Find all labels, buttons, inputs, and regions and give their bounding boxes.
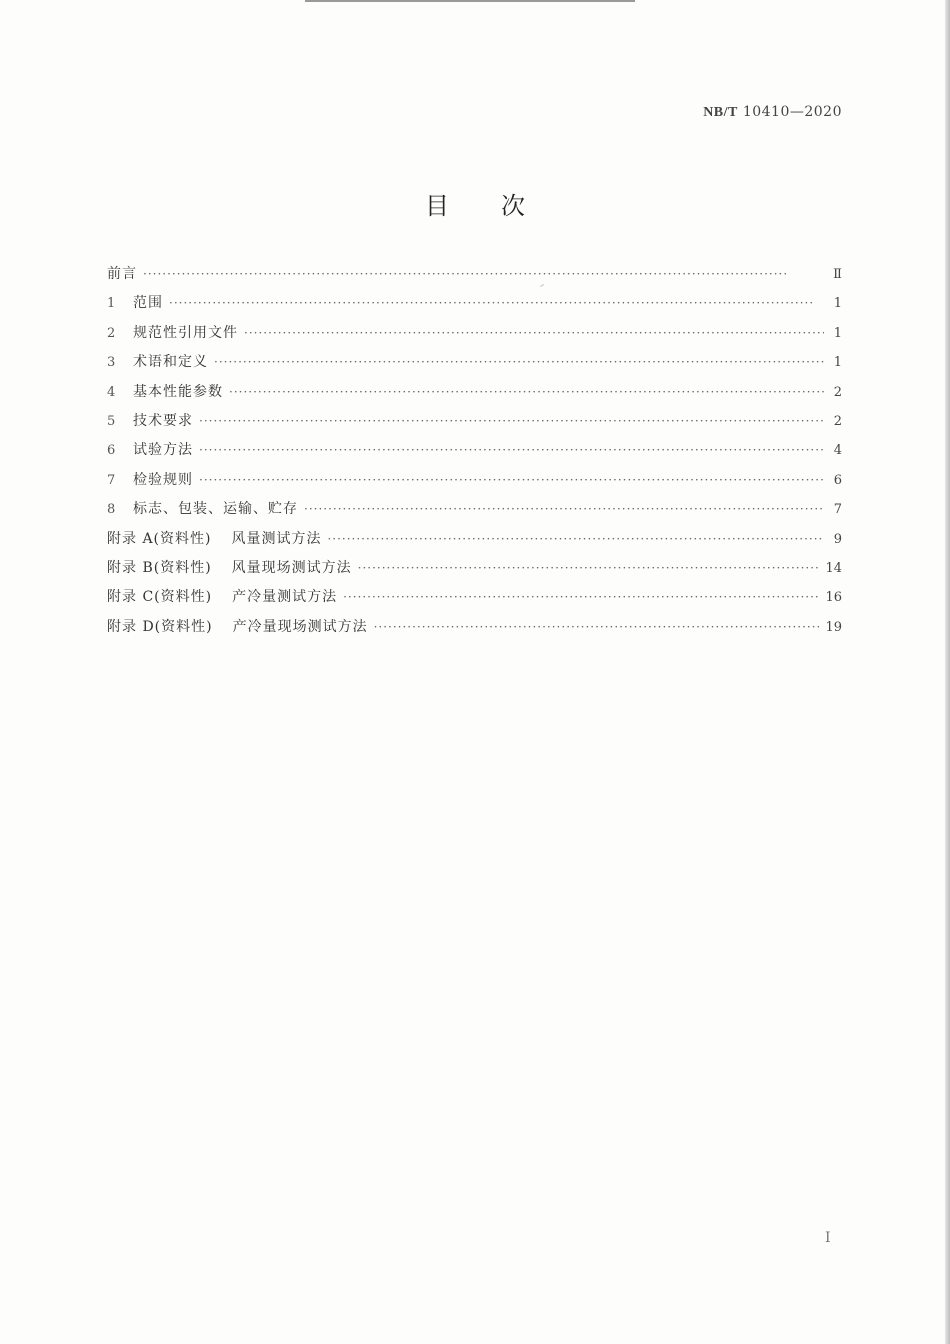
toc-page-number: 1: [833, 355, 842, 371]
toc-entry-4[interactable]: [107, 381, 842, 410]
standard-number: 10410—2020: [742, 104, 842, 120]
title-char-1: 目: [425, 192, 449, 220]
toc-label: 规范性引用文件: [133, 324, 238, 341]
toc-leader-dots: [358, 561, 820, 575]
footer-page-number: I: [825, 1230, 831, 1246]
toc-leader-dots: [214, 355, 824, 369]
toc-appendix-label: 附录 C(资料性): [107, 589, 213, 606]
toc-appendix-title: 产冷量测试方法: [232, 589, 338, 606]
toc-leader-dots: [374, 620, 820, 634]
toc-label: 试验方法: [133, 442, 193, 459]
toc-page-number: 14: [825, 560, 842, 576]
toc-label: 技术要求: [133, 412, 193, 429]
toc-page-number: Ⅱ: [833, 267, 842, 282]
toc-appendix-title: 风量测试方法: [231, 530, 322, 547]
toc-section-number: 7: [107, 472, 116, 488]
toc-page-number: 4: [833, 443, 842, 459]
document-code: [703, 104, 842, 121]
toc-entry-appendix-a[interactable]: [107, 528, 842, 557]
toc-page-number: 9: [833, 531, 842, 547]
toc-appendix-label: 附录 B(资料性): [107, 559, 212, 576]
toc-leader-dots: [169, 296, 824, 310]
toc-page-number: 1: [833, 325, 842, 341]
toc-section-number: 2: [107, 325, 116, 341]
toc-leader-dots: [143, 267, 824, 281]
toc-entry-foreword[interactable]: [107, 263, 842, 292]
toc-appendix-label: 附录 A(资料性): [107, 530, 212, 547]
toc-leader-dots: [343, 590, 819, 604]
toc-entry-appendix-c[interactable]: [107, 586, 842, 615]
toc-page-number: 7: [833, 502, 842, 518]
table-of-contents: [107, 263, 842, 645]
toc-entry-5[interactable]: [107, 410, 842, 439]
toc-page-number: 19: [825, 619, 842, 635]
toc-label: 基本性能参数: [133, 383, 223, 400]
toc-entry-3[interactable]: [107, 351, 842, 380]
toc-entry-6[interactable]: [107, 439, 842, 468]
toc-entry-2[interactable]: [107, 322, 842, 351]
toc-leader-dots: [304, 502, 824, 516]
toc-page-number: 1: [833, 296, 842, 312]
toc-leader-dots: [244, 326, 824, 340]
toc-page-number: 16: [825, 590, 842, 606]
toc-section-number: 6: [107, 443, 116, 459]
toc-label: 标志、包装、运输、贮存: [133, 501, 298, 518]
toc-entry-appendix-d[interactable]: [107, 616, 842, 645]
toc-section-number: 1: [107, 296, 116, 312]
toc-leader-dots: [327, 532, 824, 546]
toc-section-number: 3: [107, 355, 116, 371]
standard-prefix: NB/T: [703, 105, 738, 120]
toc-label: 检验规则: [133, 471, 193, 488]
toc-section-number: 4: [107, 384, 116, 400]
toc-page-number: 2: [833, 413, 842, 429]
toc-leader-dots: [199, 443, 824, 457]
toc-page-number: 2: [833, 384, 842, 400]
toc-entry-8[interactable]: [107, 498, 842, 527]
top-scan-rule: [305, 0, 635, 2]
title-char-2: 次: [501, 192, 525, 220]
toc-appendix-title: 产冷量现场测试方法: [232, 618, 368, 635]
toc-section-number: 5: [107, 413, 116, 429]
toc-leader-dots: [199, 414, 824, 428]
toc-leader-dots: [199, 473, 824, 487]
toc-section-number: 8: [107, 502, 116, 518]
toc-label: 前言: [107, 266, 137, 282]
toc-page-number: 6: [833, 472, 842, 488]
toc-appendix-label: 附录 D(资料性): [107, 618, 213, 635]
toc-entry-1[interactable]: [107, 292, 842, 321]
toc-entry-7[interactable]: [107, 469, 842, 498]
toc-leader-dots: [229, 385, 824, 399]
toc-label: 术语和定义: [133, 354, 208, 371]
toc-entry-appendix-b[interactable]: [107, 557, 842, 586]
toc-label: 范围: [133, 295, 163, 312]
page-title: [0, 186, 950, 221]
toc-appendix-title: 风量现场测试方法: [231, 559, 352, 576]
